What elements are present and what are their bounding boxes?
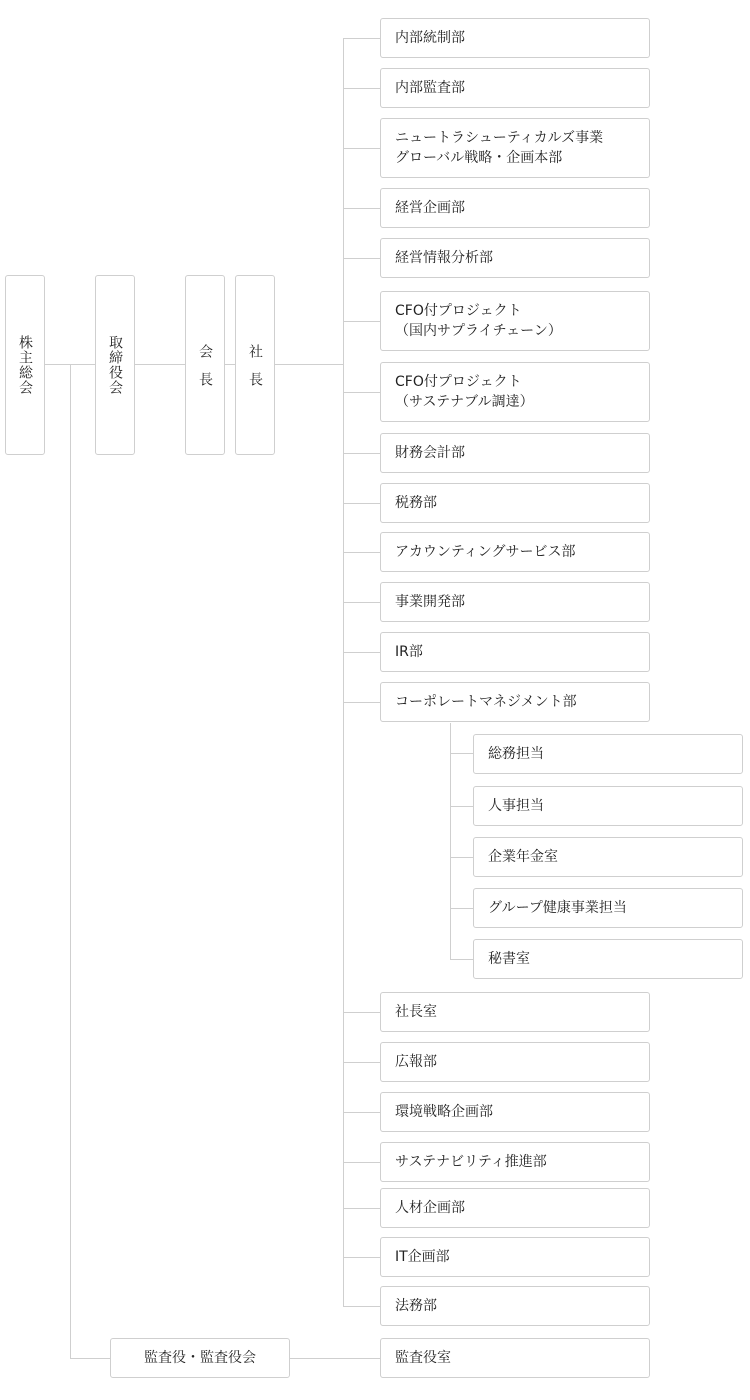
department-label: IR部 xyxy=(395,644,423,660)
sub-unit-box xyxy=(473,939,743,979)
department-label: 内部監査部 xyxy=(395,80,465,96)
branch-dept-1 xyxy=(343,38,380,39)
branch-dept-5 xyxy=(343,258,380,259)
department-label: IT企画部 xyxy=(395,1249,450,1265)
department-box xyxy=(380,992,650,1032)
branch-dept-16 xyxy=(343,1112,380,1113)
connector-audit-board xyxy=(70,1358,110,1359)
sub-unit-label: 総務担当 xyxy=(488,746,544,762)
chairman-label: 会長 xyxy=(197,344,213,400)
branch-dept-2 xyxy=(343,88,380,89)
branch-dept-11 xyxy=(343,602,380,603)
sub-unit-box xyxy=(473,888,743,928)
shareholders-meeting-box xyxy=(5,275,45,455)
branch-dept-10 xyxy=(343,552,380,553)
department-label: 環境戦略企画部 xyxy=(395,1104,493,1120)
connector-audit-office xyxy=(290,1358,380,1359)
branch-dept-7 xyxy=(343,392,380,393)
audit-office-label: 監査役室 xyxy=(395,1350,451,1366)
department-label: 広報部 xyxy=(395,1054,437,1070)
department-box xyxy=(380,483,650,523)
branch-dept-13 xyxy=(343,702,380,703)
department-box xyxy=(380,1092,650,1132)
branch-dept-8 xyxy=(343,453,380,454)
department-label: CFO付プロジェクト （国内サプライチェーン） xyxy=(395,303,562,339)
department-label: 税務部 xyxy=(395,495,437,511)
president-label: 社長 xyxy=(247,344,263,400)
department-box xyxy=(380,682,650,722)
department-label: 財務会計部 xyxy=(395,445,465,461)
department-box xyxy=(380,532,650,572)
department-box xyxy=(380,18,650,58)
audit-office-box xyxy=(380,1338,650,1378)
connector-board-chairman xyxy=(135,364,185,365)
board-of-directors-box xyxy=(95,275,135,455)
connector-chairman-president xyxy=(225,364,235,365)
branch-sub-1 xyxy=(450,753,473,754)
branch-dept-14 xyxy=(343,1012,380,1013)
branch-sub-2 xyxy=(450,806,473,807)
department-box xyxy=(380,632,650,672)
chairman-box xyxy=(185,275,225,455)
sub-unit-box xyxy=(473,786,743,826)
sub-unit-label: 企業年金室 xyxy=(488,849,558,865)
branch-dept-15 xyxy=(343,1062,380,1063)
branch-dept-6 xyxy=(343,321,380,322)
department-label: 事業開発部 xyxy=(395,594,465,610)
department-box xyxy=(380,291,650,351)
department-trunk-line xyxy=(343,38,344,1306)
department-box xyxy=(380,1042,650,1082)
department-label: 経営企画部 xyxy=(395,200,465,216)
department-box xyxy=(380,1286,650,1326)
branch-dept-4 xyxy=(343,208,380,209)
sub-unit-label: 人事担当 xyxy=(488,798,544,814)
branch-sub-5 xyxy=(450,959,473,960)
department-label: アカウンティングサービス部 xyxy=(395,544,576,560)
department-label: 経営情報分析部 xyxy=(395,250,493,266)
branch-dept-18 xyxy=(343,1208,380,1209)
department-label: 法務部 xyxy=(395,1298,437,1314)
department-label: ニュートラシューティカルズ事業 グローバル戦略・企画本部 xyxy=(395,130,604,166)
branch-sub-4 xyxy=(450,908,473,909)
sub-unit-box xyxy=(473,837,743,877)
audit-trunk-line xyxy=(70,364,71,1358)
department-label: コーポレートマネジメント部 xyxy=(395,694,577,710)
department-label: サステナビリティ推進部 xyxy=(395,1154,547,1170)
audit-board-box xyxy=(110,1338,290,1378)
sub-unit-box xyxy=(473,734,743,774)
audit-board-label: 監査役・監査役会 xyxy=(144,1350,256,1366)
department-box xyxy=(380,1188,650,1228)
board-of-directors-label: 取締役会 xyxy=(107,335,123,395)
branch-dept-19 xyxy=(343,1257,380,1258)
department-box xyxy=(380,362,650,422)
branch-dept-9 xyxy=(343,503,380,504)
branch-dept-17 xyxy=(343,1162,380,1163)
branch-dept-3 xyxy=(343,148,380,149)
department-label: CFO付プロジェクト （サステナブル調達） xyxy=(395,374,534,410)
department-box xyxy=(380,582,650,622)
branch-sub-3 xyxy=(450,857,473,858)
president-box xyxy=(235,275,275,455)
branch-dept-12 xyxy=(343,652,380,653)
department-label: 内部統制部 xyxy=(395,30,465,46)
branch-dept-20 xyxy=(343,1306,380,1307)
department-box xyxy=(380,188,650,228)
department-box xyxy=(380,1237,650,1277)
sub-unit-label: グループ健康事業担当 xyxy=(488,900,627,916)
department-box xyxy=(380,118,650,178)
sub-unit-label: 秘書室 xyxy=(488,951,530,967)
department-box xyxy=(380,68,650,108)
department-box xyxy=(380,1142,650,1182)
department-box xyxy=(380,433,650,473)
department-label: 人材企画部 xyxy=(395,1200,465,1216)
department-box xyxy=(380,238,650,278)
corporate-management-sub-trunk xyxy=(450,723,451,960)
shareholders-meeting-label: 株主総会 xyxy=(17,335,33,395)
connector-president-trunk xyxy=(275,364,343,365)
department-label: 社長室 xyxy=(395,1004,437,1020)
